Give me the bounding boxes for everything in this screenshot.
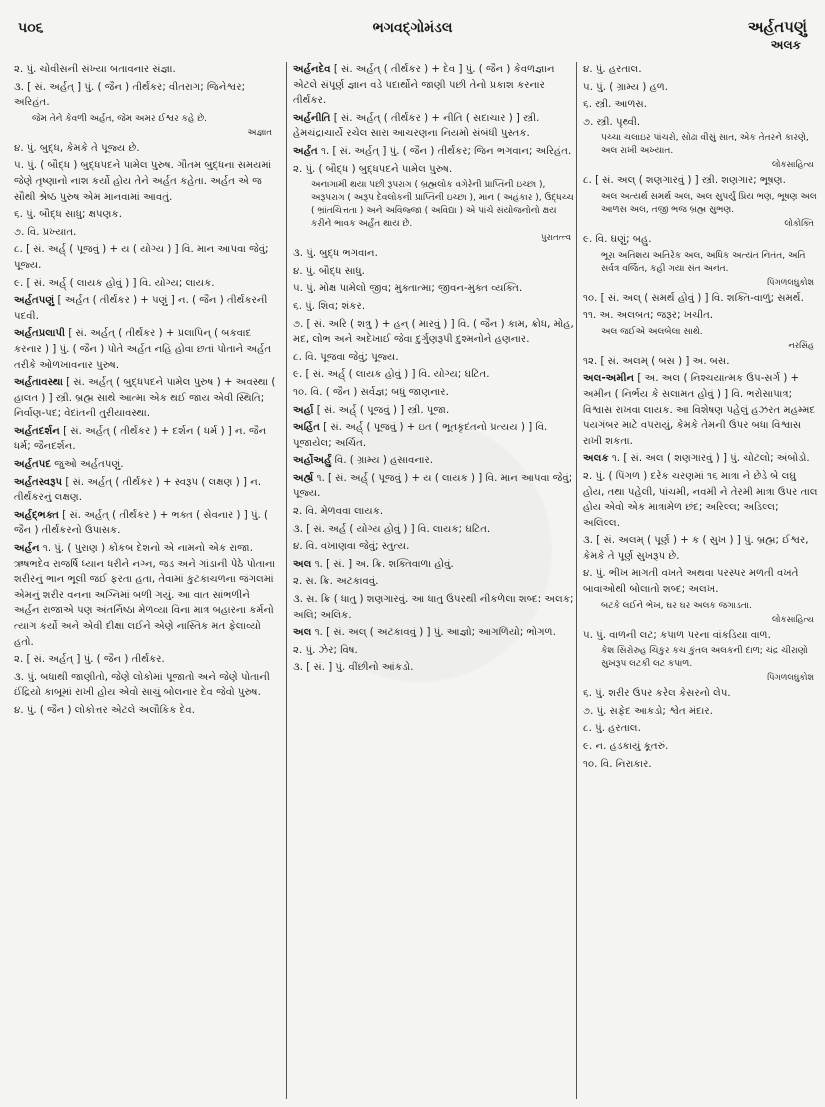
entry-definition: ૪. વિ. વખાણવા જેવું; સ્તુત્ય.	[293, 541, 410, 553]
entry-headword: અર્હ્ય	[293, 472, 314, 484]
dictionary-entry	[583, 308, 818, 324]
entry-definition: ૧૨. [ સં. અલમ્ ( બસ ) ] અ. બસ.	[583, 355, 730, 367]
quotation-source: પુરાતત્ત્વ	[540, 233, 571, 244]
dictionary-entry	[14, 293, 276, 324]
dictionary-entry	[583, 173, 818, 189]
dictionary-entry	[583, 451, 818, 467]
entry-definition: [ અર્હત ( તીર્થંકર ) + પણું ] ન. ( જૈન ) તીર્થંકરની પદવી.	[14, 295, 268, 322]
entry-definition: ૧૧. અ. અલબત; જરૂર; ખચીત.	[583, 310, 714, 322]
dictionary-entry	[14, 424, 276, 455]
entry-definition: ૩. [ સં. ] પું. વીંછીનો આંકડો.	[293, 662, 414, 674]
dictionary-entry	[293, 367, 575, 383]
entry-definition: ૫. પું. વાળની લટ; કપાળ પરના વાંકડિયા વાળ.	[583, 629, 771, 641]
entry-definition: ૯. વિ. ઘણું; બહુ.	[583, 233, 652, 245]
dictionary-entry	[583, 721, 818, 737]
entry-definition: ૨. સ. ક્રિ. અટકાવવું.	[293, 576, 379, 588]
entry-definition: ૨. પું. ( બૌદ્ધ ) બુદ્ધપદને પામેલ પુરુષ.	[293, 163, 453, 175]
dictionary-entry	[583, 704, 818, 720]
dictionary-entry	[14, 62, 276, 78]
entry-definition: ૧૦. [ સં. અલ્ ( સમર્થ હોવું ) ] વિ. શક્તિ-વાળું; સમર્થ.	[583, 292, 804, 304]
column-middle	[286, 62, 575, 1099]
entry-headword: અર્હંત	[293, 145, 318, 157]
dictionary-entry	[14, 80, 276, 111]
entry-definition: ૬. પું. બૌદ્ધ સાધુ; ક્ષપણક.	[14, 209, 122, 221]
entry-definition: ૨. [ સં. અર્હત્ ] પું. ( જૈન ) તીર્થંકર.	[14, 654, 165, 666]
dictionary-entry	[583, 566, 818, 597]
entry-definition: ૧૦. વિ. નિરાકાર.	[583, 758, 652, 770]
entry-definition: ૬. સ્ત્રી. આળસ.	[583, 99, 648, 111]
quotation: અલ અત્યર્થ સમર્થ અલ, અલ સુપર્યું પ્રિય ભણ, ભૂષણ અલ આળસ અલ, તજી ભજ બ્રહ્મ સુભણ.	[601, 191, 817, 215]
entry-definition: ૬. પું. શરીર ઉપર કરેલ કેસરનો લેપ.	[583, 688, 731, 700]
entry-definition: ૧૦. વિ. ( જૈન ) સર્વજ્ઞ; બધું જાણનાર.	[293, 386, 449, 398]
dictionary-entry	[14, 475, 276, 506]
quotation-source: નરસિંહ	[788, 340, 814, 351]
entry-definition: ૩. [ સં. અર્હત્ ] પું. ( જૈન ) તીર્થંકર; વીતરાગ; જિનેશ્વર; અરિહંત.	[14, 81, 246, 109]
dictionary-entry	[293, 592, 575, 623]
column-right	[576, 62, 818, 1099]
entry-definition: ૧. [ સં. અર્હ્ ( પૂજવું ) + ય ( લાયક ) ] વિ. માન આપવા જેવું; પૂજ્ય.	[293, 472, 573, 500]
quotation-source: લોકોક્તિ	[784, 218, 814, 229]
dictionary-entry	[14, 703, 276, 719]
page-title: ભગવદ્ગોમંડલ	[372, 20, 453, 36]
entry-definition: ૭. વિ. પ્રખ્યાત.	[14, 226, 77, 238]
entry-headword: અર્હોઅર્હું	[293, 455, 332, 467]
entry-definition: ૩. [ સં. અર્હ ( યોગ્ય હોવું ) ] વિ. લાયક; ઘટિત.	[293, 523, 491, 535]
dictionary-entry	[14, 326, 276, 373]
entry-headword: અર્હતપ્રલાપી	[14, 328, 66, 340]
dictionary-entry	[583, 97, 818, 113]
dictionary-entry	[293, 350, 575, 366]
dictionary-entry	[583, 757, 818, 773]
entry-definition: ૨. પું. ( પિંગળ ) દરેક ચરણમાં ૧૬ માત્રા ને છેડે બે લઘુ હોય, તથા પહેલી, પાંચમી, નવમી ને તેરમી માત્રા ઉપર તાલ હોય એવો એક માત્રામેળ છંદ; અરિલ્લ; અડિલ્લ; અલિલ્લ.	[583, 470, 818, 529]
guide-word-top: અર્હતપણું	[747, 18, 807, 36]
quotation-source: પિંગળલઘુકોશ	[767, 277, 814, 288]
columns-container	[14, 62, 818, 1099]
entry-definition: ૫. પું. મોક્ષ પામેલો જીવ; મુક્તાત્મા; જીવન-મુક્ત વ્યક્તિ.	[293, 283, 523, 295]
quotation: ભૂરા અતિશય અતિરેક અલ, અધિક અત્યંત નિતંત, અતિ સર્વત્ર વર્જિત, કહી ગયા સંત અનંત.	[601, 250, 806, 274]
entry-definition: ૧. [ સં. અલ ( શણગારવું ) ] પું. ચોટલો; અંબોડો.	[608, 453, 810, 465]
dictionary-entry	[293, 246, 575, 262]
entry-headword: અર્હન	[14, 543, 40, 555]
dictionary-entry	[293, 144, 575, 160]
quotation-source: લોકસાહિત્ય	[772, 614, 814, 625]
dictionary-entry	[583, 354, 818, 370]
dictionary-entry	[14, 457, 276, 473]
entry-definition: ૧. [ સં. ] અ. ક્રિ. શક્તિવાળા હોવું.	[311, 558, 454, 570]
dictionary-entry	[14, 225, 276, 241]
entry-definition: ૪. પું. હરતાલ.	[583, 64, 642, 75]
dictionary-entry	[293, 162, 575, 178]
dictionary-entry	[293, 557, 575, 573]
dictionary-entry	[583, 232, 818, 248]
dictionary-entry	[293, 643, 575, 659]
entry-headword: અલ-અમીન	[583, 373, 635, 385]
entry-definition: ૩. [ સં. અલમ્ ( પૂર્ણ ) + ક ( સુખ ) ] પું. બ્રહ્મ; ઈશ્વર, કેમકે તે પૂર્ણ સુખરૂપ છે.	[583, 535, 809, 562]
entry-definition: ૮. [ સં. અલ્ ( શણગારવું ) ] સ્ત્રી. શણગાર; ભૂષણ.	[583, 175, 786, 187]
quotation-source: પિંગળલઘુકોશ	[767, 673, 814, 684]
dictionary-entry	[14, 276, 276, 292]
entry-definition: [ સં. અર્હ્ ( પૂજવું ) + ઇત ( ભૂતકૃદંતનો પ્રત્યય ) ] વિ. પૂજાયેલ; અર્ચિત.	[293, 422, 548, 449]
guide-word-bottom: અલક	[770, 38, 801, 52]
dictionary-entry	[583, 533, 818, 564]
entry-definition: ૪. પું. બૌદ્ધ સાધુ.	[293, 265, 365, 277]
entry-definition: ૬. પું. શિવ; શંકર.	[293, 300, 365, 312]
dictionary-entry	[293, 62, 575, 109]
dictionary-entry	[583, 628, 818, 644]
entry-definition: ૧. [ સં. અલ્ ( અટકાવવું ) ] પું. આજ્ઞો; આગળિયો; ભોગળ.	[311, 627, 556, 639]
entry-headword: અર્હિત	[293, 422, 321, 434]
dictionary-entry	[14, 508, 276, 539]
dictionary-entry	[583, 62, 818, 78]
entry-headword: અર્હતસ્વરૂપ	[14, 476, 63, 488]
entry-headword: અલ	[293, 558, 312, 570]
entry-definition: ૮. પું. હરતાલ.	[583, 723, 641, 735]
dictionary-entry	[14, 652, 276, 668]
dictionary-entry	[583, 115, 818, 131]
entry-definition: [ સં. અર્હત્ ( બુદ્ધપદને પામેલ પુરુષ ) + અવસ્થા ( હાલત ) ] સ્ત્રી. બ્રહ્મ સાથે આત્મા એક થઈ જાય એવી સ્થિતિ; નિર્વાણ-પદ; વેદાંતની તુરીયાવસ્થા.	[14, 377, 276, 420]
entry-definition: ૪. પું. ભીખ માગતી વખતે અથવા પરસ્પર મળતી વખતે બાવાઓથી બોલાતો શબ્દ; અલખ.	[583, 568, 799, 596]
entry-definition: ૯. [ સં. અર્હ્ ( લાયક હોવું ) ] વિ. યોગ્ય; લાયક.	[14, 277, 215, 289]
dictionary-entry	[293, 317, 575, 348]
entry-definition: ૨. વિ. મેળવવા લાયક.	[293, 506, 384, 518]
entry-headword: અર્હતદર્શન	[14, 425, 60, 437]
entry-definition: ૮. વિ. પૂજવા જેવું; પૂજ્ય.	[293, 351, 399, 363]
entry-definition: [ સં. અર્હ્ ( પૂજવું ) ] સ્ત્રી. પૂજા.	[313, 404, 450, 416]
dictionary-entry	[583, 739, 818, 755]
dictionary-entry	[583, 469, 818, 531]
entry-definition: ૯. ન. હડકાયું કૂતરું.	[583, 741, 669, 753]
quotation: કેશ સિરોરુહ ચિકુર કચ કુંતલ અલકની દાળ; ચંદ્ર ચીરાણો સુખરૂપ લટકી લટ કપાળ.	[601, 646, 808, 670]
quotation: જેમ તેને કેવળી અર્હત, જેમ અમર ઈશ્વર કહે છે.	[32, 113, 208, 124]
page-header	[14, 14, 811, 58]
entry-definition: [ સં. અર્હત્ ( તીર્થંકર ) + દેવ ] પું. ( જૈન ) કેવળજ્ઞાન એટલે સંપૂર્ણ જ્ઞાન વડે પદાર્થોને જાણી પછી તેનો પ્રકાશ કરનાર તીર્થંકર.	[293, 64, 555, 107]
column-left	[14, 62, 276, 1099]
entry-headword: અર્હનદેવ	[293, 64, 331, 75]
entry-definition: જુઓ અર્હતપણું.	[51, 459, 124, 471]
dictionary-entry	[293, 299, 575, 315]
dictionary-entry	[293, 264, 575, 280]
dictionary-entry	[14, 670, 276, 701]
dictionary-entry	[293, 539, 575, 555]
dictionary-entry	[293, 111, 575, 142]
entry-definition: ૩. પું. બુદ્ધ ભગવાન.	[293, 248, 378, 260]
entry-definition: ૪. પું. બુદ્ધ, કેમકે તે પૂજ્ય છે.	[14, 142, 140, 154]
entry-definition: [ સં. અર્હત્ ( તીર્થંકર ) + ભક્ત ( સેવનાર ) ] પું. ( જૈન ) તીર્થંકરનો ઉપાસક.	[14, 509, 269, 537]
entry-definition: ૯. [ સં. અર્હ્ ( લાયક હોવું ) ] વિ. યોગ્ય; ઘટિત.	[293, 369, 490, 381]
quotation-source: લોકસાહિત્ય	[772, 160, 814, 171]
entry-headword: અલક	[583, 453, 609, 465]
dictionary-entry	[583, 686, 818, 702]
entry-definition: વિ. ( ગ્રામ્ય ) હસાવનાર.	[331, 455, 434, 467]
entry-definition: ૧. [ સં. અર્હત્ ] પું. ( જૈન ) તીર્થંકર; જિન ભગવાન; અરિહંત.	[317, 145, 572, 157]
dictionary-entry	[583, 371, 818, 449]
dictionary-entry	[293, 420, 575, 451]
entry-definition: [ સં. અર્હત્ ( તીર્થંકર ) + નીતિ ( સદાચાર ) ] સ્ત્રી. હેમચંદ્રાચાર્યે રચેલ સારા આચરણના નિયમો સંબંધી પુસ્તક.	[293, 112, 540, 140]
entry-definition: ૩. પું. બધાથી જાણીતો, જેણે લોકોમાં પૂજાતો અને જેણે પોતાની ઈંદ્રિયો કાબૂમાં રાખી હોય એવો સાચું બોલનાર દેવ જેવો પુરુષ.	[14, 671, 270, 699]
page-number: ૫૦૬	[18, 20, 44, 36]
entry-headword: અલ	[293, 627, 312, 639]
quotation: અનાગામી થયા પછી રૂપરાગ ( બ્રહ્મલોક વગેરેની પ્રાપ્તિની ઇચ્છા ), અરૂપરાગ ( અરૂપ દેવલોકની પ્રાપ્તિની ઇચ્છા ), માન ( અહંકાર ), ઉદ્ધચ્ચ ( ભ્રાંતચિત્તતા ) અને અવિજ્જા ( અવિદ્યા ) એ પાંચે સંયોજનોનો ક્ષય કરીને ભાવક અર્હંત થાય છે.	[311, 180, 574, 230]
entry-definition: ૭. પું. સફેદ આકડો; શ્વેત મંદાર.	[583, 705, 713, 717]
entry-definition: [ અ. અલ ( નિશ્ચયાત્મક ઉપ-સર્ગ ) + અમીન ( નિર્ભય કે સલામત હોવું ) ] વિ. ભરોસાપાત્ર; વિશ્વાસ રાખવા લાયક. આ વિશેષણ પહેલું હઝરત મહમ્મદ પયગંબર માટે વપરાયું, કેમકે તેમની ઉપર બધા વિશ્વાસ રાખી શકતા.	[583, 373, 816, 447]
entry-headword: અર્હતપણું	[14, 295, 55, 307]
entry-definition: ૧. પું. ( પુરાણ ) કોંકબ દેશનો એ નામનો એક રાજા. ઋષભદેવ રાજર્ષિ ધ્યાન ધરીને નગ્ન, જડ અને ગાંડાની પેઠે પોતાના શરીરનું ભાન ભૂલી જઈ ફરતા હતા, તેવામાં કુટકાચળના જંગલમાં એમનું શરીર વનના અગ્નિમાં બળી ગયું. આ વાત સાંભળીને અર્હન રાજાએ પણ અંતર્નિષ્ઠા મેળવ્યા વિના માત્ર બહારના કર્મનો ત્યાગ કર્યો અને એવી દીક્ષા લઈને એણે નાસ્તિક મત ફેલાવ્યો હતો.	[14, 543, 276, 648]
entry-definition: [ સં. અર્હત્ ( તીર્થંકર ) + દર્શન ( ધર્મ ) ] ન. જૈન ધર્મ; જૈનદર્શન.	[14, 425, 267, 453]
entry-definition: ૨. પું. ચોવીસની સંખ્યા બતાવનાર સંજ્ઞા.	[14, 64, 176, 75]
dictionary-entry	[14, 158, 276, 205]
quotation: બટકે લઈને ભેખ, ઘર ઘર અલક જગાડતા.	[601, 600, 752, 611]
dictionary-entry	[583, 291, 818, 307]
entry-definition: [ સં. અર્હત્ ( તીર્થંકર ) + સ્વરૂપ ( લક્ષણ ) ] ન. તીર્થંકરનું લક્ષણ.	[14, 476, 262, 504]
dictionary-entry	[14, 207, 276, 223]
dictionary-entry	[14, 141, 276, 157]
dictionary-entry	[293, 504, 575, 520]
dictionary-entry	[583, 80, 818, 96]
entry-definition: ૭. [ સં. અરિ ( શત્રુ ) + હન્ ( મારવું ) ] વિ. ( જૈન ) કામ, ક્રોધ, મોહ, મદ, લોભ અને અદેખાઈ જેવા દુર્ગુણરૂપી દુશ્મનોને હણનાર.	[293, 318, 574, 346]
entry-headword: અર્હદ્ભક્ત	[14, 509, 60, 521]
entry-definition: ૨. પું. ઝેર; વિષ.	[293, 644, 358, 656]
dictionary-entry	[293, 385, 575, 401]
entry-definition: ૪. પું. ( જૈન ) લોકોત્તર એટલે અલૌકિક દેવ.	[14, 704, 195, 716]
entry-definition: ૫. પું. ( બૌદ્ધ ) બુદ્ધપદને પામેલ પુરુષ. ગૌતમ બુદ્ધના સમયમાં જેણે તૃષ્ણાનો નાશ કર્યો હોય તેને અર્હત કહેતા. અર્હત એ જ સૌથી શ્રેષ્ઠ પુરુષ એમ માનવામાં આવતું.	[14, 160, 272, 203]
dictionary-entry	[293, 522, 575, 538]
entry-headword: અર્હતાવસ્થા	[14, 377, 63, 389]
entry-definition: [ સં. અર્હત્ ( તીર્થંકર ) + પ્રલાપિન્ ( બકવાદ કરનાર ) ] પું. ( જૈન ) પોતે અર્હત નહિ હોવા છતાં પોતાને અર્હત તરીકે ઓળખાવનાર પુરુષ.	[14, 328, 272, 371]
dictionary-entry	[14, 541, 276, 650]
dictionary-entry	[14, 242, 276, 273]
entry-headword: અર્હનીતિ	[293, 112, 331, 124]
dictionary-entry	[293, 660, 575, 676]
dictionary-entry	[293, 281, 575, 297]
quotation-source: અજ્ઞાત	[247, 127, 272, 138]
entry-definition: ૭. સ્ત્રી. પૃથ્વી.	[583, 116, 641, 128]
dictionary-entry	[293, 574, 575, 590]
entry-headword: અર્હતપદ	[14, 459, 52, 471]
dictionary-entry	[293, 453, 575, 469]
entry-definition: ૩. સ. ક્રિ ( ધાતુ ) શણગારવું. આ ધાતુ ઉપરથી નીકળેલા શબ્દ: અલક; અલિ; અલિક.	[293, 594, 574, 621]
quotation: પચ્ચા ચલાઇર પાંચરો, સોઢા વીસું સાત, એક તેતરને કારણે, અલ રાખી અખ્યાત.	[601, 133, 809, 157]
entry-definition: ૫. પું. ( ગ્રામ્ય ) હળ.	[583, 81, 669, 93]
quotation: અલ જઈએ અલબેલા સાથે.	[601, 326, 703, 337]
entry-headword: અર્હા	[293, 404, 314, 416]
dictionary-entry	[293, 625, 575, 641]
dictionary-entry	[293, 403, 575, 419]
dictionary-entry	[14, 375, 276, 422]
dictionary-entry	[293, 471, 575, 502]
entry-definition: ૮. [ સં. અર્હ્ ( પૂજવું ) + ય ( યોગ્ય ) ] વિ. માન આપવા જેવું; પૂજ્ય.	[14, 244, 269, 271]
